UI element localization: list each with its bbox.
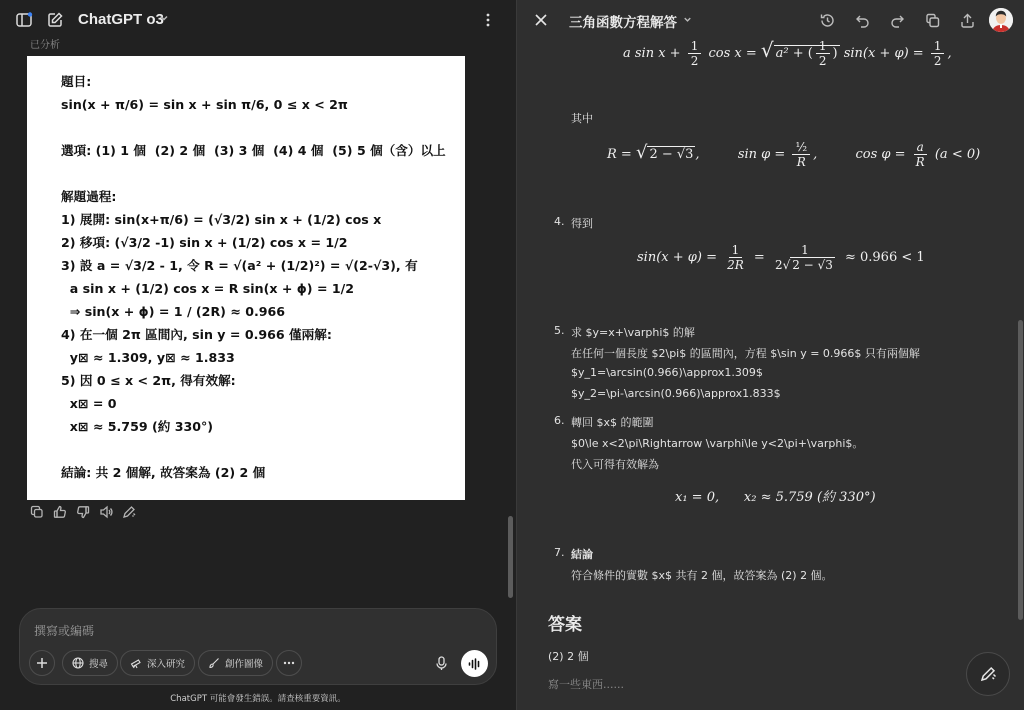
- where-label: 其中: [571, 112, 593, 125]
- sqrt-sign: √: [760, 38, 774, 62]
- undo-icon[interactable]: [853, 11, 871, 29]
- new-chat-icon[interactable]: [43, 8, 67, 32]
- thumbs-down-icon[interactable]: [74, 503, 91, 520]
- fraction-numerator: a: [914, 140, 927, 155]
- fraction-denominator: 2√ 2 − √3: [774, 258, 833, 272]
- image-line: 5) 因 0 ≤ x < 2π, 得有效解:: [61, 373, 236, 388]
- equation-main: [623, 38, 952, 68]
- step-title: 求 $y=x+\varphi$ 的解: [571, 326, 695, 339]
- editor-placeholder[interactable]: 寫一些東西......: [548, 678, 624, 691]
- copy-icon[interactable]: [923, 11, 941, 29]
- chevron-down-icon[interactable]: [158, 12, 170, 24]
- eq-part: R =: [607, 147, 636, 162]
- image-line: 4) 在一個 2π 區間內, sin y = 0.966 僅兩解:: [61, 327, 332, 342]
- read-aloud-icon[interactable]: [97, 503, 114, 520]
- step-title: 轉回 $x$ 的範圍: [571, 416, 654, 429]
- disclaimer-text: ChatGPT 可能會發生錯誤。請查核重要資訊。: [170, 694, 346, 704]
- create-image-label: 創作圖像: [225, 659, 264, 670]
- prompt-input[interactable]: [34, 621, 474, 641]
- sqrt-sign: √: [635, 142, 648, 163]
- eq-part: sin(x + φ) =: [637, 250, 722, 265]
- avatar[interactable]: [989, 8, 1013, 32]
- step-text: $0\le x<2\pi\Rightarrow \varphi\le y<2\pi+\varphi$。: [571, 437, 864, 450]
- step-number: 6.: [554, 414, 565, 427]
- fraction-denominator: 2R: [727, 258, 744, 272]
- eq-part: a² +: [775, 46, 808, 61]
- fraction-denominator: R: [915, 155, 925, 169]
- deep-research-button[interactable]: [120, 650, 195, 676]
- close-icon[interactable]: [532, 11, 550, 29]
- fraction-denominator: 2: [818, 54, 827, 68]
- brush-icon: [208, 657, 220, 669]
- eq-part: ,: [947, 46, 952, 61]
- create-image-button[interactable]: [198, 650, 273, 676]
- equation-step4: [637, 243, 925, 272]
- composer: [19, 608, 497, 685]
- version-history-icon[interactable]: [818, 11, 836, 29]
- fraction: [931, 39, 945, 68]
- image-line: [61, 116, 465, 139]
- message-actions: [28, 503, 137, 521]
- answer-heading: 答案: [548, 615, 582, 635]
- image-line: ⇒ sin(x + ϕ) = 1 / (2R) ≈ 0.966: [61, 304, 286, 319]
- fraction-numerator: 1: [688, 39, 702, 54]
- answer-value: (2) 2 個: [548, 650, 589, 663]
- step-title: 結論: [571, 548, 593, 561]
- step-text: 代入可得有效解為: [571, 458, 659, 471]
- canvas-scrollbar[interactable]: [1018, 320, 1023, 620]
- more-tools-icon[interactable]: [276, 650, 302, 676]
- image-line: x⊠ ≈ 5.759 (約 330°): [61, 419, 214, 434]
- image-line: 題目:: [61, 74, 92, 89]
- share-icon[interactable]: [958, 11, 976, 29]
- copy-icon[interactable]: [28, 503, 45, 520]
- edit-suggestions-icon[interactable]: [966, 652, 1010, 696]
- eq-part: ≈ 0.966 < 1: [840, 250, 925, 265]
- image-line: sin(x + π/6) = sin x + sin π/6, 0 ≤ x < 2π: [61, 97, 348, 112]
- image-line: a sin x + (1/2) cos x = R sin(x + ϕ) = 1/2: [61, 281, 355, 296]
- voice-mode-icon[interactable]: [461, 650, 488, 677]
- redo-icon[interactable]: [888, 11, 906, 29]
- step-text: 在任何一個長度 $2\pi$ 的區間內，方程 $\sin y = 0.966$ 只有兩個解: [571, 347, 920, 360]
- sqrt-body: [774, 39, 840, 68]
- step-number: 5.: [554, 324, 565, 337]
- eq-part: =: [749, 250, 769, 265]
- image-line: x⊠ = 0: [61, 396, 117, 411]
- image-line: 結論: 共 2 個解, 故答案為 (2) 2 個: [61, 465, 266, 480]
- fraction-numerator: 1: [931, 39, 945, 54]
- model-selector[interactable]: ChatGPT o3: [78, 11, 164, 28]
- thumbs-up-icon[interactable]: [51, 503, 68, 520]
- fraction: [816, 39, 830, 68]
- fraction: [772, 243, 838, 272]
- canvas-title[interactable]: 三角函數方程解答: [569, 15, 677, 31]
- paren: (: [807, 46, 813, 61]
- sqrt-body: 2 − √3: [792, 258, 833, 272]
- step-number: 4.: [554, 215, 565, 228]
- eq-part: cos φ =: [855, 147, 910, 162]
- edit-in-canvas-icon[interactable]: [120, 503, 137, 520]
- step-text: 符合條件的實數 $x$ 共有 2 個，故答案為 (2) 2 個。: [571, 569, 833, 582]
- fraction: [688, 39, 702, 68]
- eq-part: 2: [774, 258, 783, 272]
- fraction-numerator: 1: [798, 243, 812, 258]
- image-line: 3) 設 a = √3/2 - 1, 令 R = √(a² + (1/2)²) = √(2-√3), 有: [61, 258, 418, 273]
- image-line: 1) 展開: sin(x+π/6) = (√3/2) sin x + (1/2) cos x: [61, 212, 382, 227]
- sidebar-toggle-icon[interactable]: [12, 8, 36, 32]
- previous-message-fragment: 已分析: [30, 40, 60, 51]
- image-line: y⊠ ≈ 1.309, y⊠ ≈ 1.833: [61, 350, 235, 365]
- image-line: 2) 移項: (√3/2 -1) sin x + (1/2) cos x = 1/2: [61, 235, 348, 250]
- chevron-down-icon[interactable]: [682, 14, 693, 25]
- chat-header: [0, 0, 516, 40]
- eq-part: ,: [813, 147, 818, 162]
- equation-r: [607, 140, 980, 169]
- step-text: $y_2=\pi-\arcsin(0.966)\approx1.833$: [571, 387, 781, 400]
- fraction-numerator: ½: [792, 140, 810, 155]
- math-solution-image: [27, 56, 465, 500]
- step-number: 7.: [554, 546, 565, 559]
- fraction-numerator: 1: [729, 243, 743, 258]
- fraction-denominator: R: [796, 155, 806, 169]
- step-title: 得到: [571, 217, 593, 230]
- fraction: [792, 140, 810, 169]
- canvas-pane: [516, 0, 1024, 710]
- attach-plus-button[interactable]: [29, 650, 55, 676]
- fraction-denominator: 2: [933, 54, 942, 68]
- telescope-icon: [130, 657, 142, 669]
- chat-scrollbar[interactable]: [508, 516, 513, 598]
- eq-part: a sin x +: [623, 46, 685, 61]
- eq-part: sin φ =: [737, 147, 790, 162]
- image-line: 選項: (1) 1 個 (2) 2 個 (3) 3 個 (4) 4 個 (5) 5 個（含）以上: [61, 143, 446, 158]
- deep-research-label: 深入研究: [147, 659, 186, 670]
- equation-step6: x₁ = 0, x₂ ≈ 5.759 (約 330°): [675, 490, 876, 505]
- more-options-icon[interactable]: [476, 8, 500, 32]
- fraction-denominator: 2: [690, 54, 699, 68]
- fraction: [913, 140, 928, 169]
- paren: ): [832, 46, 838, 61]
- sqrt-body: 2 − √3: [649, 147, 694, 162]
- image-line: [61, 162, 465, 185]
- globe-icon: [72, 657, 84, 669]
- fraction-numerator: 1: [816, 39, 830, 54]
- fraction: [724, 243, 747, 272]
- eq-part: sin(x + φ) =: [839, 46, 928, 61]
- image-line: 解題過程:: [61, 189, 117, 204]
- search-button[interactable]: [62, 650, 118, 676]
- step-text: $y_1=\arcsin(0.966)\approx1.309$: [571, 366, 763, 379]
- eq-part: (a < 0): [934, 147, 981, 162]
- microphone-icon[interactable]: [430, 652, 452, 674]
- image-line: [61, 438, 465, 461]
- eq-part: ,: [695, 147, 700, 162]
- eq-part: cos x =: [704, 46, 761, 61]
- search-label: 搜尋: [89, 659, 109, 670]
